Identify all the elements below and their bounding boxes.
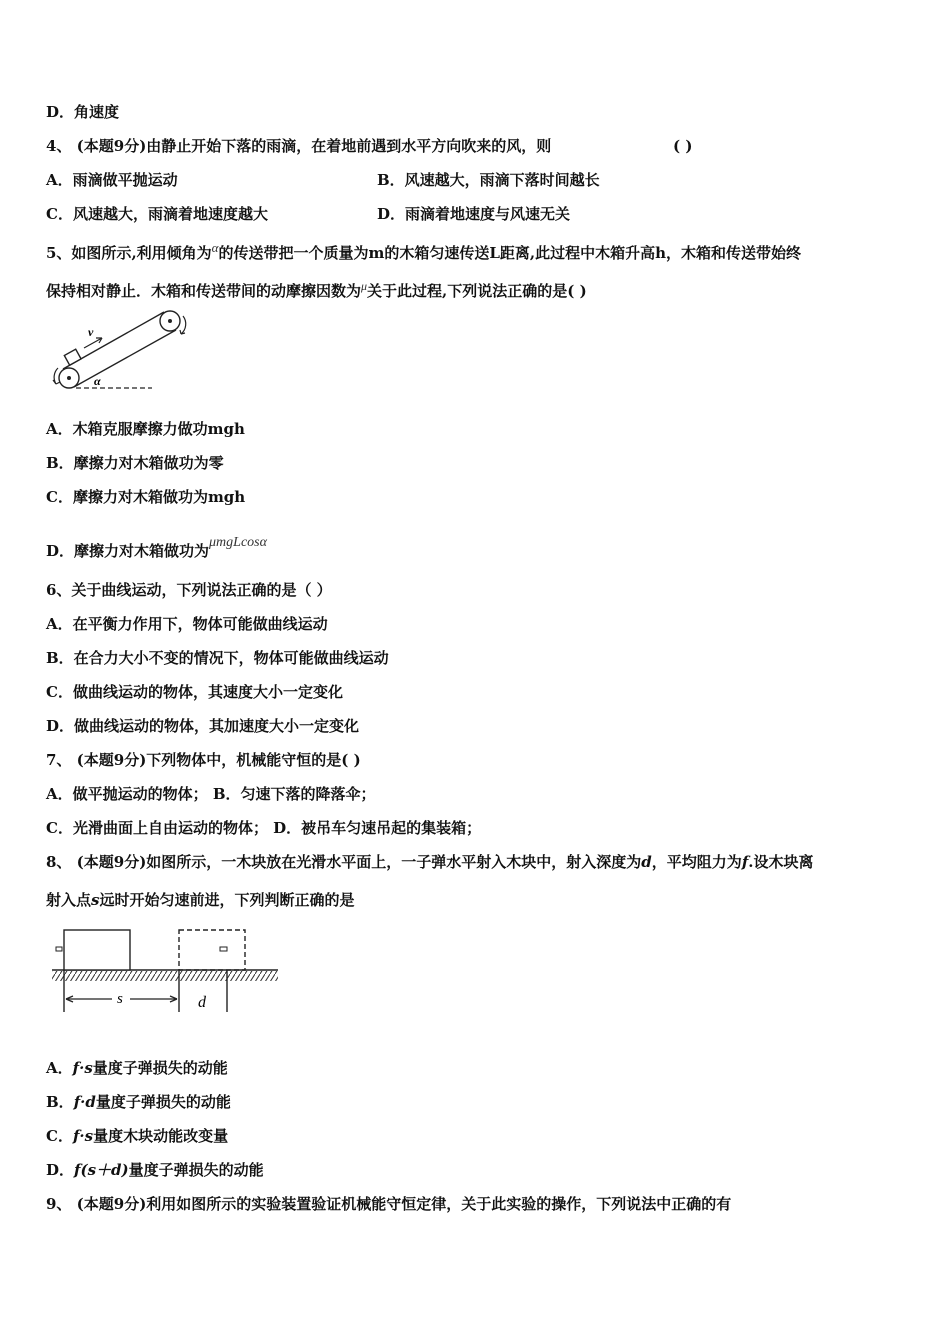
q8-option-b-text: 量度子弹损失的动能	[95, 1093, 231, 1111]
q8-f-symbol: f	[741, 853, 749, 871]
q8-option-d-prefix: D．	[46, 1161, 75, 1179]
q4-stem-text: 4、 (本题9分)由静止开始下落的雨滴，在着地前遇到水平方向吹来的风，则	[46, 137, 552, 155]
q8-stem-part3: .设木块离	[748, 853, 814, 871]
block-initial	[64, 930, 130, 970]
rotation-arrow-top	[181, 316, 186, 334]
q5-option-b: B．摩擦力对木箱做功为零	[46, 454, 224, 472]
s-label: s	[117, 991, 123, 1007]
block-final	[179, 930, 245, 970]
q8-option-d	[46, 1160, 264, 1180]
q5-option-d	[46, 533, 267, 561]
q6-option-c: C．做曲线运动的物体，其速度大小一定变化	[46, 683, 343, 701]
q8-option-c	[46, 1126, 228, 1146]
q4-answer-paren: ( )	[673, 137, 693, 155]
q7-options-cd: C．光滑曲面上自由运动的物体； D．被吊车匀速吊起的集装箱；	[46, 819, 482, 837]
q8-bullet-block-figure	[50, 926, 282, 1016]
q8-option-a-prefix: A．	[46, 1059, 73, 1077]
q5-option-d-text: D．摩擦力对木箱做功为	[46, 542, 210, 560]
q5-mu-symbol: μ	[361, 279, 368, 293]
q8-option-a-formula: f·s	[72, 1059, 93, 1077]
q5-stem-part1: 5、如图所示,利用倾角为	[46, 244, 212, 262]
q8-stem-part2: ，平均阻力为	[651, 853, 742, 871]
q4-option-c: C．风速越大，雨滴着地速度越大	[46, 205, 268, 223]
q5-option-a: A．木箱克服摩擦力做功mgh	[46, 420, 245, 438]
q5-stem-line2-part1: 保持相对静止．木箱和传送带间的动摩擦因数为	[46, 282, 362, 300]
q5-stem-line1	[46, 238, 801, 263]
q4-option-a: A．雨滴做平抛运动	[46, 171, 178, 189]
q5-alpha-symbol: α	[211, 240, 219, 255]
q6-option-d: D．做曲线运动的物体，其加速度大小一定变化	[46, 717, 360, 735]
q4-option-d: D．雨滴着地速度与风速无关	[377, 205, 571, 223]
q5-option-d-formula: μmgLcosα	[209, 535, 267, 550]
q8-option-b-prefix: B．	[46, 1093, 74, 1111]
q8-option-d-text: 量度子弹损失的动能	[128, 1161, 264, 1179]
q5-stem-part2: 的传送带把一个质量为m的木箱匀速传送L距离,此过程中木箱升高h，木箱和传送带始终	[218, 244, 802, 262]
q8-stem-line2-part1: 射入点	[46, 891, 92, 909]
q5-stem-line2	[46, 276, 587, 301]
q8-s-symbol: s	[91, 891, 100, 909]
q8-option-b-formula: f·d	[73, 1093, 96, 1111]
q8-stem-part1: 8、 (本题9分)如图所示，一木块放在光滑水平面上，一子弹水平射入木块中，射入深度为	[46, 853, 642, 871]
q4-stem	[46, 136, 551, 156]
q8-option-a-text: 量度子弹损失的动能	[92, 1059, 228, 1077]
bullet-embedded	[220, 947, 227, 951]
q8-option-d-formula: f(s＋d)	[74, 1161, 129, 1179]
q7-stem: 7、 (本题9分)下列物体中，机械能守恒的是( )	[46, 751, 361, 769]
q6-stem: 6、关于曲线运动，下列说法正确的是（ ）	[46, 581, 332, 599]
roller-top-axle	[168, 319, 172, 323]
q8-stem-line2-part2: 远时开始匀速前进，下列判断正确的是	[99, 891, 355, 909]
velocity-label: v	[88, 325, 94, 339]
ground-hatch	[52, 971, 278, 981]
q8-option-c-formula: f·s	[72, 1127, 94, 1145]
q5-conveyor-figure	[46, 306, 196, 398]
q8-d-symbol: d	[641, 853, 652, 871]
q7-options-ab: A．做平抛运动的物体； B．匀速下落的降落伞；	[46, 785, 376, 803]
q8-option-c-text: 量度木块动能改变量	[93, 1127, 229, 1145]
roller-bottom-axle	[67, 376, 71, 380]
angle-label: α	[94, 374, 101, 388]
wooden-box	[64, 349, 81, 365]
q8-option-a	[46, 1058, 228, 1078]
q8-stem-line1	[46, 852, 814, 872]
q5-stem-line2-part2: 关于此过程,下列说法正确的是( )	[367, 282, 587, 300]
q5-option-c: C．摩擦力对木箱做功为mgh	[46, 488, 246, 506]
q8-option-b	[46, 1092, 231, 1112]
q4-option-b: B．风速越大，雨滴下落时间越长	[377, 171, 600, 189]
d-label: d	[198, 994, 206, 1011]
q6-option-b: B．在合力大小不变的情况下，物体可能做曲线运动	[46, 649, 389, 667]
q6-option-a: A．在平衡力作用下，物体可能做曲线运动	[46, 615, 328, 633]
q8-option-c-prefix: C．	[46, 1127, 73, 1145]
bullet-initial	[56, 947, 62, 951]
q9-stem: 9、 (本题9分)利用如图所示的实验装置验证机械能守恒定律，关于此实验的操作，下列说法中正确的有	[46, 1195, 732, 1213]
q3-option-d: D．角速度	[46, 103, 120, 121]
q8-stem-line2	[46, 890, 354, 910]
